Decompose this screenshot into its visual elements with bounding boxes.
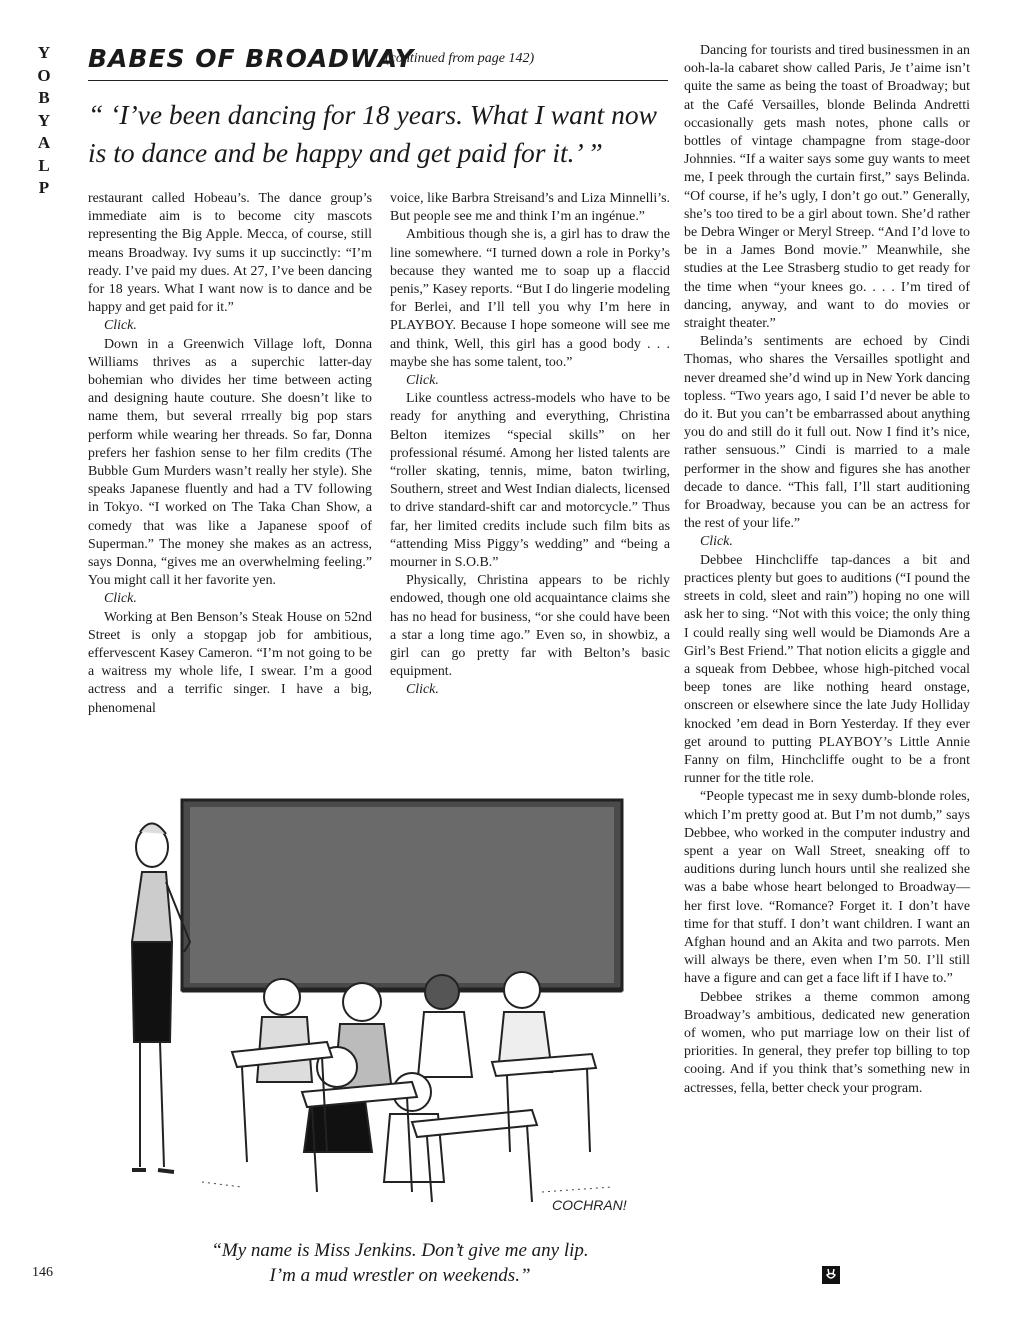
paragraph: Debbee Hinchcliffe tap-dances a bit and practices plenty but goes to auditions (“I pound the streets in cold, sleet and rain”) hoping no one will ask her to sing. “Not with this voice; the only thing I could really sing well would be Diamonds Are a Girl’s Best Friend.” That notion elicits a giggle and a squeak from Debbee, whose high-pitched vocal beep tones are like nothing heard onstage, onscreen or elsewhere since the late Judy Holliday knocked ’em dead in Born Yesterday. If they ever get around to putting PLAYBOY’s Little Annie Fanny on film, Hinchcliffe ought to be a front runner for the title role. <box>684 552 970 787</box>
click-marker: Click. <box>104 591 137 607</box>
text-column-3 <box>684 42 970 1098</box>
cartoonist-signature: COCHRAN! <box>552 1197 627 1213</box>
pull-quote: “ ‘I’ve been dancing for 18 years. What I want now is to dance and be happy and get paid for it.’ ” <box>88 99 658 168</box>
paragraph: Down in a Greenwich Village loft, Donna Williams thrives as a superchic latter-day bohemian who divides her time between acting and designing haute couture. She doesn’t like to name them, but several rrreally big pop stars perform while wearing her threads. So far, Donna prefers her fashion sense to her film credits (The Bubble Gum Murders wasn’t really her style). She speaks Japanese fluently and had a TV following in Tokyo. “I worked on The Taka Chan Show, a comedy that was like a Japanese spoof of Superman.” The money she makes as an actress, says Donna, “gives me an overwhelming feeling.” You might call it her favorite yen. <box>88 336 372 589</box>
masthead-letter: B <box>38 88 50 107</box>
cartoon-caption <box>120 1238 680 1288</box>
paragraph: Belinda’s sentiments are echoed by Cindi Thomas, who shares the Versailles spotlight and never dreamed she’d wind up in New York dancing topless. “Two years ago, I said I’d never be able to do it. But you can’t be embarrassed about anything you do and still do it full out. Now I find it’s nice, rather sensuous.” Cindi is married to a male performer in the show and figures she has another decade to dance. “This fall, I’ll start auditioning for Broadway, because you can be an actress for the rest of your life.” <box>684 334 970 532</box>
masthead-letter: O <box>37 65 51 85</box>
classroom-cartoon <box>112 792 652 1222</box>
masthead-letter: A <box>37 133 51 152</box>
floor-shading <box>202 1182 612 1192</box>
magazine-name-vertical <box>34 42 54 200</box>
paragraph: Working at Ben Benson’s Steak House on 52nd Street is only a stopgap job for ambitious, effervescent Kasey Cameron. “I’m not going to be a waitress my whole life, I swear. I’m a good actress and a terrific singer. I have a big, phenomenal <box>88 609 372 716</box>
text-column-1 <box>88 190 372 718</box>
continued-note: (continued from page 142) <box>385 51 535 66</box>
paragraph: Ambitious though she is, a girl has to draw the line somewhere. “I turned down a role in Porky’s because they wanted me to soap up a flaccid penis,” Kasey reports. “But I do lingerie modeling for Berlei, and I’ll tell you why I’m here in PLAYBOY. Because I hope someone will see me and think, Well, this girl has a good body . . . maybe she has some talent, too.” <box>390 227 670 370</box>
paragraph: Debbee strikes a theme common among Broadway’s ambitious, dedicated new generation of women, who put marriage low on their list of priorities. In general, they prefer top billing to top cooing. And if you think that’s something new in actresses, fella, better check your program. <box>684 989 970 1096</box>
paragraph: voice, like Barbra Streisand’s and Liza Minnelli’s. But people see me and think I’m an ingénue.” <box>390 191 670 225</box>
page-number: 146 <box>32 1265 53 1280</box>
text-column-2 <box>390 190 670 700</box>
click-marker: Click. <box>406 373 439 389</box>
paragraph: Physically, Christina appears to be richly endowed, though one old acquaintance claims she has no head for business, “or she could have been a star a long time ago.” Even so, in showbiz, a girl can go pretty far with Belton’s basic equipment. <box>390 573 670 680</box>
paragraph: “People typecast me in sexy dumb-blonde roles, which I’m pretty good at. But I’m not dumb,” says Debbee, who worked in the computer industry and spent a year on Wall Street, sneaking off to auditions during lunch hours until she realized she was a babe whose heart belonged to Broadway—her first love. “Romance? Forget it. I don’t have time for that stuff. I don’t want children. I want an Afghan hound and an Akita and two parrots. Men will always be there, even when I’m 50. I’ll still have a figure and can get a face lift if I have to.” <box>684 789 970 987</box>
header-rule <box>88 80 668 81</box>
article-title: BABES OF BROADWAY <box>88 44 415 73</box>
rabbit-head-end-mark-icon <box>822 1266 840 1284</box>
masthead-letter: Y <box>37 43 51 62</box>
paragraph: Like countless actress-models who have to be ready for anything and everything, Christina Belton itemizes “special skills” on her professional résumé. Among her listed talents are “roller skating, tennis, mime, baton twirling, Southern, street and West Indian dialects, licensed to drive standard-shift car and motorcycle.” Thus far, her limited credits include such film bits as “attending Miss Piggy’s wedding” and “being a mourner in S.O.B.” <box>390 391 670 571</box>
click-marker: Click. <box>104 318 137 334</box>
click-marker: Click. <box>700 534 733 550</box>
paragraph: Dancing for tourists and tired businessmen in an ooh-la-la cabaret show called Paris, Je t’aime isn’t quite the same as being the toast of Broadway; but at the Café Versailles, blonde Belinda Andretti occasionally gets mash notes, phone calls or bottles of vintage champagne from stage-door Johnnies. “If a waiter says some guy wants to meet me, I peek through the curtain first,” says Belinda. “Of course, if he’s ugly, I don’t go out.” Generally, she’s too tired to be a girl about town. She’d rather be Debra Winger or Meryl Streep. “And I’d love to be in a James Bond movie.” Meanwhile, she studies at the Lee Strasberg studio to get ready for the time when “your knees go. . . . I’m tired of dancing, anyway, and want to do movies or straight theater.” <box>684 43 970 332</box>
caption-line-2: I’m a mud wrestler on weekends.” <box>269 1265 531 1286</box>
masthead-letter: P <box>38 178 50 197</box>
click-marker: Click. <box>406 682 439 698</box>
paragraph: restaurant called Hobeau’s. The dance group’s immediate aim is to become city mascots representing the Big Apple. Mecca, of course, still means Broadway. Ivy sums it up succinctly: “I’m ready. I’ve paid my dues. At 27, I’ve been dancing for 18 years. What I want now is to dance and be happy and get paid for it.” <box>88 191 372 316</box>
masthead-letter: Y <box>37 110 51 130</box>
caption-line-1: “My name is Miss Jenkins. Don’t give me any lip. <box>211 1240 589 1261</box>
masthead-letter: L <box>38 155 50 175</box>
